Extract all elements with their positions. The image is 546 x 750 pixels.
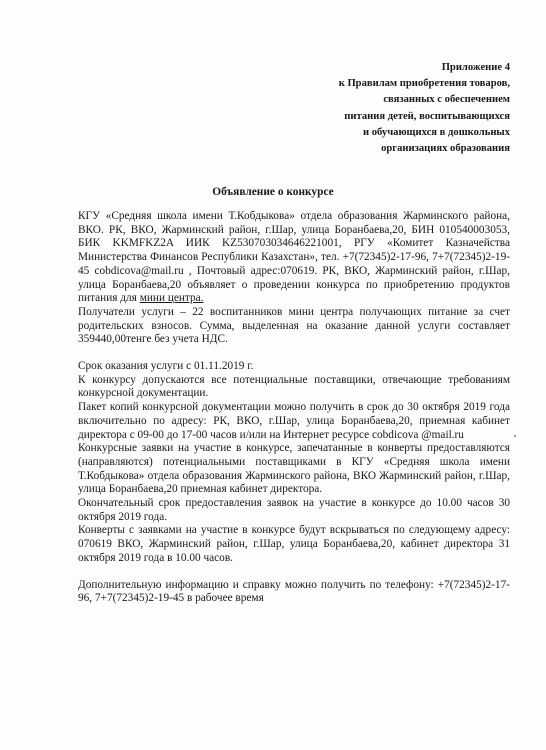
announcement-title: Объявление о конкурсе [212,186,334,198]
appendix-line: организациях образования [381,143,510,155]
recipients-paragraph: Получатели услуги – 22 воспитанников мини центра получающих питание за счет родительских взносов. Сумма, выделенная на оказание данной услуги составляет 359440,00тенге без учета НДС. [78,305,510,346]
applications-paragraph: Конкурсные заявки на участие в конкурсе, запечатанные в конверты предоставляются (направляются) потенциальными поставщиками в КГУ «Средняя школа имени Т.Кобдыкова» отдела образования Жарминского района, ВКО Жарминский район, г.Шар, улица Боранбаева,20 приемная кабинет директора. [78,442,510,496]
appendix-header [270,60,510,157]
appendix-line: и обучающихся в дошкольных [362,126,510,138]
organizer-text: КГУ «Средняя школа имени Т.Кобдыкова» отдела образования Жарминского района, ВКО. РК, ВКО, Жарминский район, г.Шар, улица Боранбаева,20, БИН 010540003053, БИК KKMFKZ2A ИИК KZ530703034646221001, РГУ «Комитет Казначейства Министерства Финансов Республики Казахстан», тел. +7(72345)2-17-96, 7+7(72345)2-19-45 cobdicova@mail.ru , Почтовый адрес:070619. РК, ВКО, Жарминский район, г.Шар, улица Боранбаева,20 объявляет о проведении конкурса по приобретению продуктов питания для [78,210,510,305]
service-term-paragraph: Срок оказания услуги с 01.11.2019 г. [78,360,254,373]
mini-center-underlined: мини центра. [139,292,204,305]
appendix-line: Приложение 4 [441,62,510,73]
contact-paragraph: Дополнительную информацию и справку можно получить по телефону: +7(72345)2-17-96, 7+7(72345)2-19-45 в рабочее время [78,578,510,605]
admission-paragraph: К конкурсу допускаются все потенциальные поставщики, отвечающие требованиям конкурсной документации. [78,373,510,400]
documentation-paragraph: Пакет копий конкурсной документации можно получить в срок до 30 октября 2019 года включительно по адресу: РК, ВКО, г.Шар, улица Боранбаева,20, приемная кабинет директора с 09-00 до 17-00 часов и/или на Интернет ресурсе cobdicova @mail.ru [78,401,510,441]
announcement-body [78,210,510,606]
appendix-line: к Правилам приобретения товаров, [338,78,510,90]
organizer-paragraph [78,210,510,306]
appendix-line: питания детей, воспитывающихся [344,110,510,122]
scan-speck [514,435,516,437]
opening-paragraph: Конверты с заявками на участие в конкурсе будут вскрываться по следующему адресу: 070619 ВКО, Жарминский район, г.Шар, улица Боранбаева,20, кабинет директора 31 октября 2019 года в 10.00 часов. [78,524,510,564]
appendix-line: связанных с обеспечением [383,94,510,106]
deadline-paragraph: Окончательный срок предоставления заявок на участие в конкурсе до 10.00 часов 30 октября 2019 года. [78,497,510,523]
